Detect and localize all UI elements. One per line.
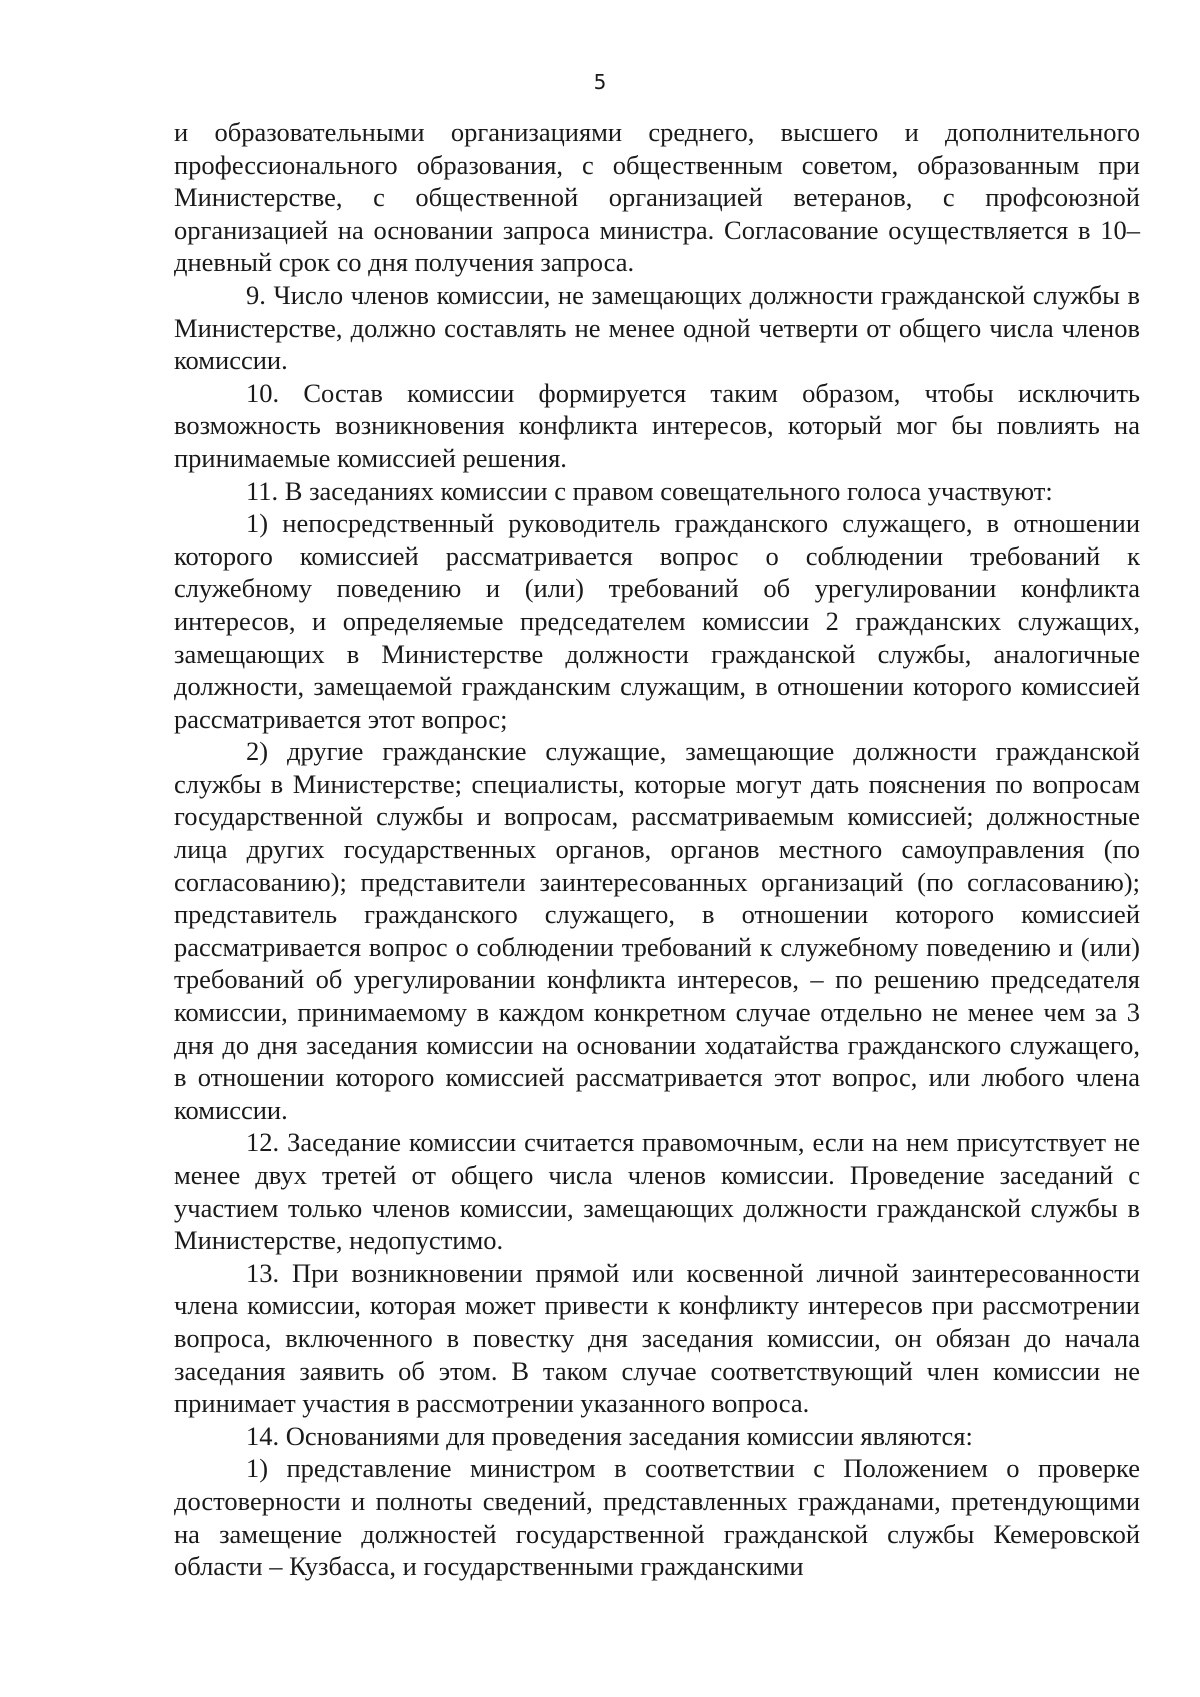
paragraph-item-11-sub-1: 1) непосредственный руководитель гражданского служащего, в отношении которого комиссией рассматривается вопрос о соблюдении требований к служебному поведению и (или) требований об урегулировании конфликта интересов, и определяемые председателем комиссии 2 гражданских служащих, замещающих в Министерстве должности гражданской службы, аналогичные должности, замещаемой гражданским служащим, в отношении которого комиссией рассматривается этот вопрос; <box>174 508 1140 734</box>
paragraph-item-9: 9. Число членов комиссии, не замещающих должности гражданской службы в Министерстве, должно составлять не менее одной четверти от общего числа членов комиссии. <box>174 279 1140 376</box>
paragraph-item-11: 11. В заседаниях комиссии с правом совещательного голоса участвуют: <box>246 475 1053 506</box>
paragraph-item-14-sub-1: 1) представление министром в соответствии с Положением о проверке достоверности и полноты сведений, представленных гражданами, претендующими на замещение должностей государственной гражданской службы Кемеровской области – Кузбасса, и государственными гражданскими <box>174 1453 1140 1582</box>
paragraph-item-14: 14. Основаниями для проведения заседания комиссии являются: <box>246 1420 973 1451</box>
paragraph-item-11-sub-2: 2) другие гражданские служащие, замещающие должности гражданской службы в Министерстве; специалисты, которые могут дать пояснения по вопросам государственной службы и вопросам, рассматриваемым комиссией; должностные лица других государственных органов, органов местного самоуправления (по согласованию); представители заинтересованных организаций (по согласованию); представитель гражданского служащего, в отношении которого комиссией рассматривается вопрос о соблюдении требований к служебному поведению и (или) требований об урегулировании конфликта интересов, – по решению председателя комиссии, принимаемому в каждом конкретном случае отдельно не менее чем за 3 дня до дня заседания комиссии на основании ходатайства гражданского служащего, в отношении которого комиссией рассматривается этот вопрос, или любого члена комиссии. <box>174 736 1140 1125</box>
paragraph-item-12: 12. Заседание комиссии считается правомочным, если на нем присутствует не менее двух третей от общего числа членов комиссии. Проведение заседаний с участием только членов комиссии, замещающих должности гражданской службы в Министерстве, недопустимо. <box>174 1127 1140 1256</box>
paragraph-continuation: и образовательными организациями среднего, высшего и дополнительного профессионального образования, с общественным советом, образованным при Министерстве, с общественной организацией ветеранов, с профсоюзной организацией на основании запроса министра. Согласование осуществляется в 10–дневный срок со дня получения запроса. <box>174 117 1140 278</box>
page-number: 5 <box>593 70 607 94</box>
paragraph-item-10: 10. Состав комиссии формируется таким образом, чтобы исключить возможность возникновения конфликта интересов, который мог бы повлиять на принимаемые комиссией решения. <box>174 377 1140 473</box>
paragraph-item-13: 13. При возникновении прямой или косвенной личной заинтересованности члена комиссии, которая может привести к конфликту интересов при рассмотрении вопроса, включенного в повестку дня заседания комиссии, он обязан до начала заседания заявить об этом. В таком случае соответствующий член комиссии не принимает участия в рассмотрении указанного вопроса. <box>174 1257 1140 1419</box>
document-body <box>174 116 1140 1583</box>
